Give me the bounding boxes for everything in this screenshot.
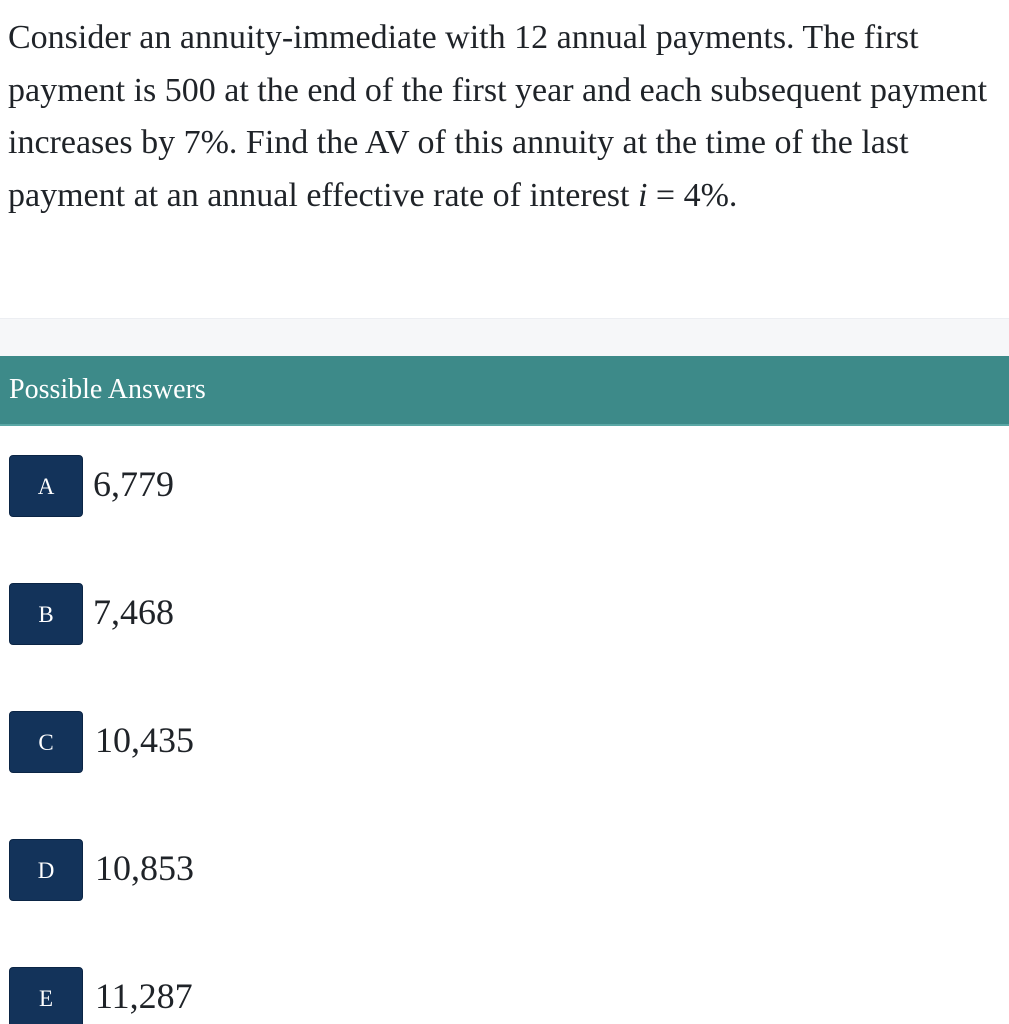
answer-value[interactable]: 11,287	[95, 976, 193, 1016]
interest-variable: i	[637, 176, 648, 214]
answer-value[interactable]: 6,779	[93, 464, 174, 504]
answer-letter-badge[interactable]: A	[9, 455, 83, 517]
possible-answers-header	[0, 356, 1009, 426]
answer-option-a[interactable]	[9, 455, 609, 519]
section-divider	[0, 318, 1009, 357]
answer-value[interactable]: 7,468	[93, 592, 174, 632]
answer-value[interactable]: 10,435	[95, 720, 194, 760]
answer-value[interactable]: 10,853	[95, 848, 194, 888]
answer-letter-badge[interactable]: C	[9, 711, 83, 773]
answer-letter-badge[interactable]: E	[9, 967, 83, 1024]
possible-answers-title: Possible Answers	[9, 374, 206, 405]
question-body: Consider an annuity-immediate with 12 annual payments. The first payment is 500 at the end of the first year and each subsequent payment increases by 7%. Find the AV of this annuity at the time of the last payment at an annual effective rate of interest	[8, 19, 988, 214]
answer-letter-badge[interactable]: B	[9, 583, 83, 645]
answer-letter-badge[interactable]: D	[9, 839, 83, 901]
answer-option-c[interactable]	[9, 711, 609, 775]
answer-option-e[interactable]	[9, 967, 609, 1024]
interest-value: = 4%.	[647, 176, 738, 214]
answer-option-b[interactable]	[9, 583, 609, 647]
answer-option-d[interactable]	[9, 839, 609, 903]
question-text	[8, 12, 1003, 222]
